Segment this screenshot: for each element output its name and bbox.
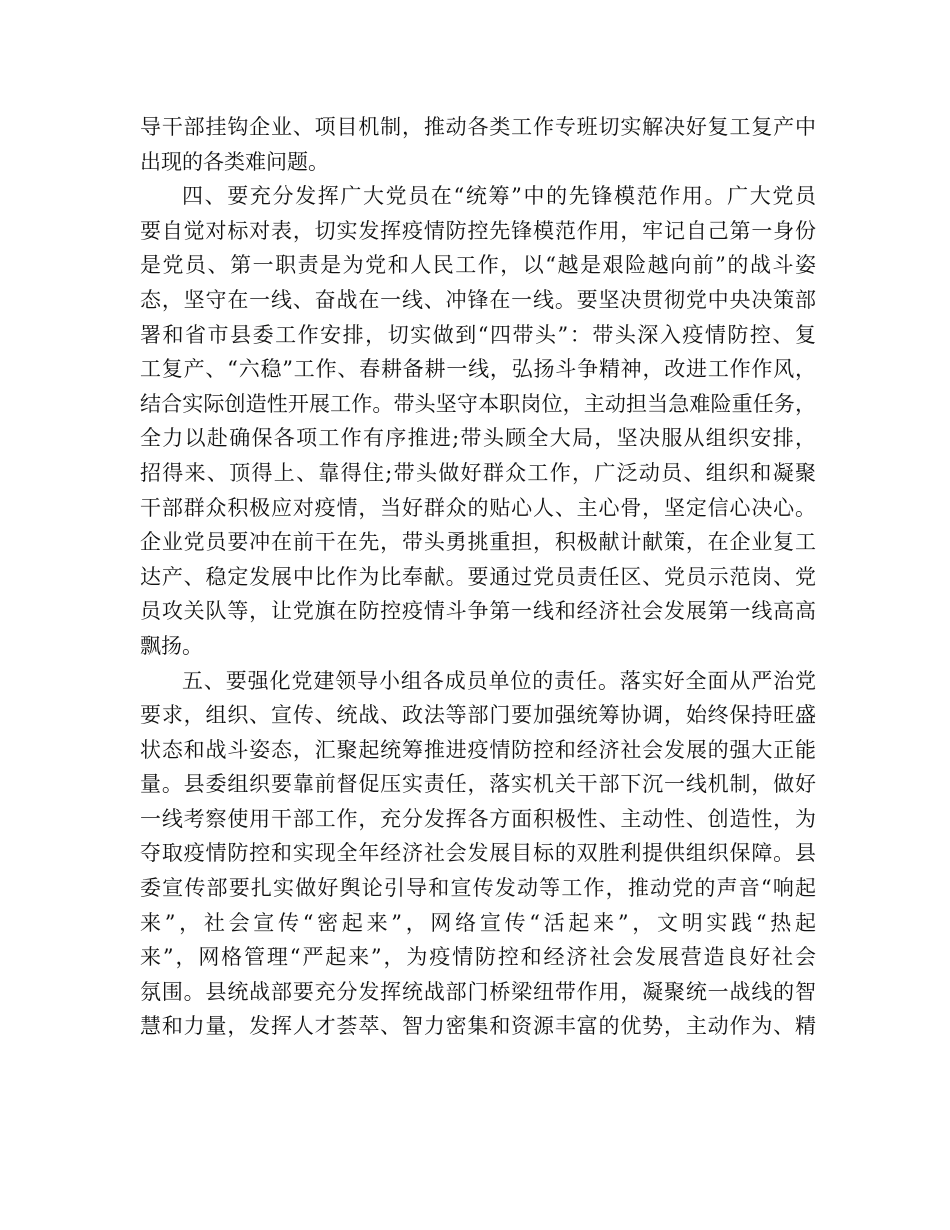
- text-line: 五、要强化党建领导小组各成员单位的责任。落实好全面从严治党: [182, 668, 816, 693]
- text-line: 量。县委组织要靠前督促压实责任，落实机关干部下沉一线机制，做好: [140, 772, 816, 797]
- text-line: 态，坚守在一线、奋战在一线、冲锋在一线。要坚决贯彻党中央决策部: [140, 287, 816, 312]
- text-line: 慧和力量，发挥人才荟萃、智力密集和资源丰富的优势，主动作为、精: [140, 1014, 816, 1039]
- text-line: 工复产、“六稳”工作、春耕备耕一线，弘扬斗争精神，改进工作作风，: [140, 357, 816, 382]
- paragraph-five: [140, 664, 816, 1045]
- text-line: 署和省市县委工作安排，切实做到“四带头”：带头深入疫情防控、复: [140, 322, 816, 347]
- paragraph-four: [140, 179, 816, 663]
- document-page: [140, 110, 816, 1044]
- text-line: 一线考察使用干部工作，充分发挥各方面积极性、主动性、创造性，为: [140, 806, 816, 831]
- text-line: 企业党员要冲在前干在先，带头勇挑重担，积极献计献策，在企业复工: [140, 530, 816, 555]
- text-line: 状态和战斗姿态，汇聚起统筹推进疫情防控和经济社会发展的强大正能: [140, 737, 816, 762]
- text-line: 出现的各类难问题。: [140, 149, 329, 174]
- text-line: 导干部挂钩企业、项目机制，推动各类工作专班切实解决好复工复产中: [140, 115, 816, 139]
- text-line: 干部群众积极应对疫情，当好群众的贴心人、主心骨，坚定信心决心。: [140, 495, 816, 520]
- text-line: 要自觉对标对表，切实发挥疫情防控先锋模范作用，牢记自己第一身份: [140, 218, 816, 243]
- text-line: 是党员、第一职责是为党和人民工作，以“越是艰险越向前”的战斗姿: [140, 253, 816, 278]
- text-line: 全力以赴确保各项工作有序推进;带头顾全大局，坚决服从组织安排，: [140, 426, 816, 451]
- text-line: 要求，组织、宣传、统战、政法等部门要加强统筹协调，始终保持旺盛: [140, 703, 816, 728]
- text-line: 委宣传部要扎实做好舆论引导和宣传发动等工作，推动党的声音“响起: [140, 876, 816, 901]
- text-line: 来”，社会宣传“密起来”，网络宣传“活起来”，文明实践“热起: [140, 910, 816, 935]
- text-line: 飘扬。: [140, 633, 203, 658]
- text-line: 氛围。县统战部要充分发挥统战部门桥梁纽带作用，凝聚统一战线的智: [140, 979, 816, 1004]
- text-line: 来”，网格管理“严起来”，为疫情防控和经济社会发展营造良好社会: [140, 945, 816, 970]
- text-line: 招得来、顶得上、靠得住;带头做好群众工作，广泛动员、组织和凝聚: [140, 460, 816, 485]
- text-line: 夺取疫情防控和实现全年经济社会发展目标的双胜利提供组织保障。县: [140, 841, 816, 866]
- text-line: 结合实际创造性开展工作。带头坚守本职岗位，主动担当急难险重任务，: [140, 391, 816, 416]
- paragraph-continuation: [140, 110, 816, 179]
- text-line: 员攻关队等，让党旗在防控疫情斗争第一线和经济社会发展第一线高高: [140, 599, 816, 624]
- text-line: 达产、稳定发展中比作为比奉献。要通过党员责任区、党员示范岗、党: [140, 564, 816, 589]
- text-line: 四、要充分发挥广大党员在“统筹”中的先锋模范作用。广大党员: [182, 184, 816, 209]
